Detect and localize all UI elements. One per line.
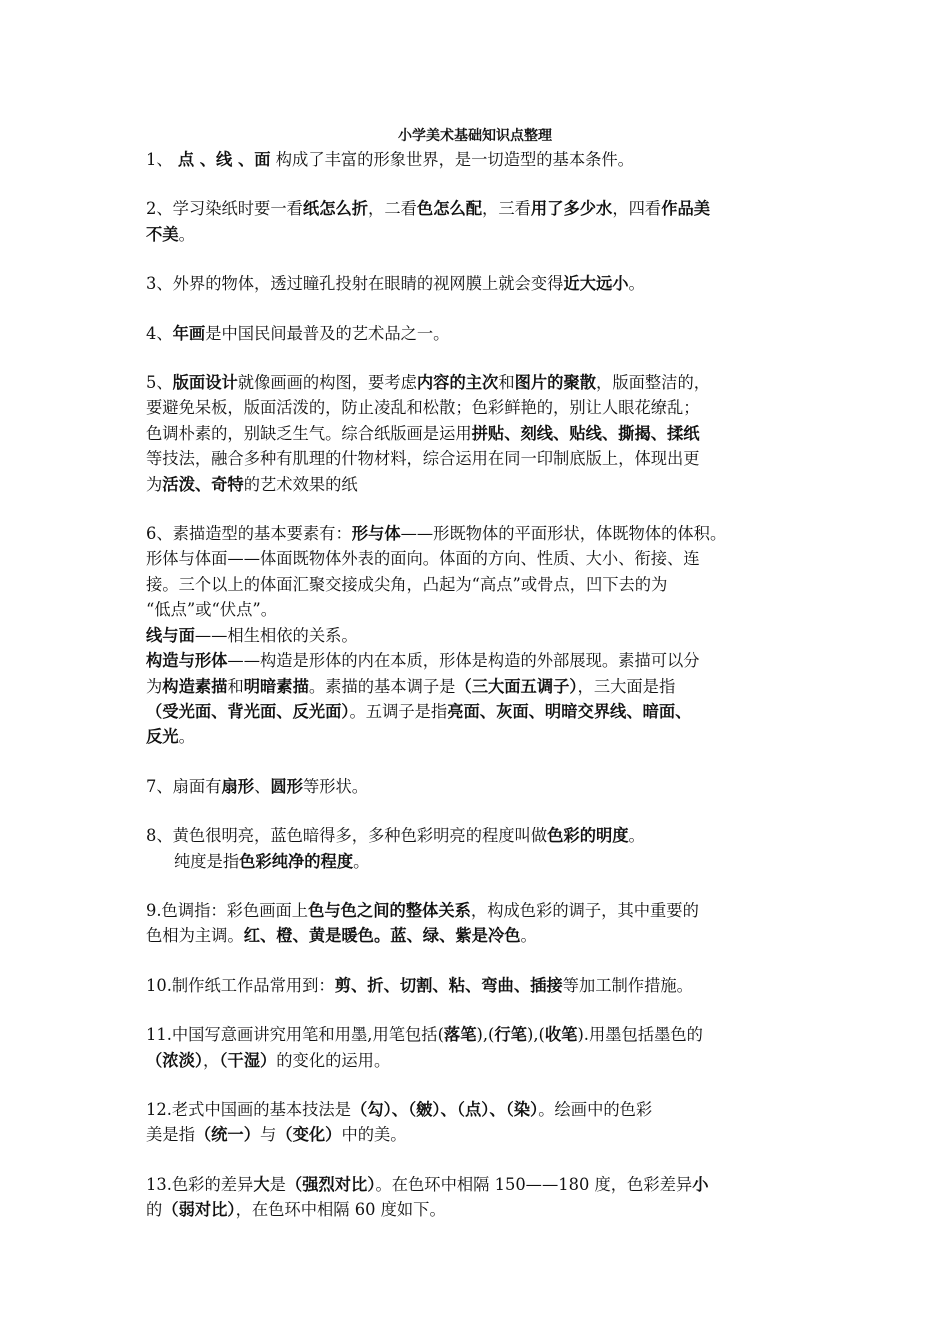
bold-text: 构造与形体	[146, 651, 228, 671]
document-title: 小学美术基础知识点整理	[398, 128, 552, 144]
bold-text: （强烈对比）	[285, 1174, 376, 1194]
bold-text: 扇形	[221, 776, 255, 796]
bold-text: 活泼、奇特	[162, 474, 244, 494]
text-run: 等技法，融合多种有肌理的什物材料，综合运用在同一印制底版上，体现出更	[146, 449, 700, 469]
text-line	[146, 674, 814, 699]
paragraph-5	[146, 370, 814, 497]
text-run: 为	[146, 676, 163, 696]
text-run: 13.色彩的差异	[146, 1174, 254, 1194]
paragraph-12	[146, 1097, 814, 1148]
paragraph-8	[146, 823, 814, 874]
text-line	[146, 1022, 814, 1047]
bold-text: 小	[692, 1174, 709, 1194]
text-line	[146, 1097, 814, 1122]
text-run: 11.中国写意画讲究用笔和用墨,用笔包括(	[146, 1025, 444, 1045]
text-line	[146, 370, 814, 395]
text-run: ，在色环中相隔 60 度如下。	[235, 1200, 446, 1220]
bold-text: 拼贴、刻线、贴线、撕揭、揉纸	[471, 423, 700, 443]
text-run: 和	[498, 373, 515, 393]
bold-text: 形与体	[351, 524, 401, 544]
paragraph-11	[146, 1022, 814, 1073]
text-run: ),(	[526, 1025, 545, 1045]
text-run: 。	[520, 926, 537, 946]
text-run: 。	[178, 224, 195, 244]
text-run: 和	[227, 676, 244, 696]
text-run: 。绘画中的色彩	[538, 1099, 653, 1119]
text-run: ，三大面是指	[577, 676, 676, 696]
text-run: ，版面整洁的，	[596, 373, 711, 393]
text-line	[146, 648, 814, 673]
text-line	[146, 623, 814, 648]
text-run: 10.制作纸工作品常用到：	[146, 975, 335, 995]
text-run: 2、学习染纸时要一看	[146, 199, 303, 219]
paragraph-3	[146, 271, 814, 296]
text-line	[146, 546, 814, 571]
text-run: ——形既物体的平面形状，体既物体的体积。	[400, 524, 727, 544]
bold-text: 线与面	[146, 625, 195, 645]
text-run: 中的美。	[341, 1125, 407, 1145]
text-run: ).用墨包括墨色的	[577, 1025, 703, 1045]
text-line	[146, 395, 814, 420]
text-line	[146, 271, 814, 296]
text-line	[146, 1172, 814, 1197]
text-run: 。在色环中相隔 150——180 度，色彩差异	[375, 1174, 693, 1194]
text-run: 3、外界的物体，透过瞳孔投射在眼睛的视网膜上就会变得	[146, 274, 564, 294]
text-run: 4、	[146, 323, 173, 343]
text-run: 色调朴素的，别缺乏生气。综合纸版画是运用	[146, 423, 472, 443]
text-line	[146, 222, 814, 247]
bold-text: 红、橙、黄是暖色。蓝、绿、紫是冷色	[243, 926, 521, 946]
text-run: ，二看	[368, 199, 417, 219]
bold-text: 色彩纯净的程度	[239, 851, 354, 871]
text-run: 的	[146, 1200, 163, 1220]
text-run: 是中国民间最普及的艺术品之一。	[205, 323, 450, 343]
bold-text: 色彩的明度	[547, 826, 629, 846]
bold-text: 内容的主次	[416, 373, 499, 393]
text-run: ，三看	[482, 199, 531, 219]
bold-text: 反光	[146, 727, 179, 747]
text-line	[146, 196, 814, 221]
text-run: 形体与体面——体面既物体外表的面向。体面的方向、性质、大小、衔接、连	[146, 549, 700, 569]
text-line	[146, 973, 814, 998]
text-line	[146, 472, 814, 497]
bold-text: 构造素描	[162, 676, 228, 696]
text-run: 的变化的运用。	[276, 1050, 391, 1070]
paragraph-1	[146, 147, 814, 172]
text-run: ——构造是形体的内在本质，形体是构造的外部展现。素描可以分	[227, 651, 700, 671]
bold-text: （弱对比）	[162, 1200, 236, 1220]
bold-text: （变化）	[276, 1125, 342, 1145]
bold-text: （三大面五调子）	[455, 676, 578, 696]
text-line	[146, 898, 814, 923]
text-line	[146, 446, 814, 471]
text-line	[146, 849, 814, 874]
text-run: 接。三个以上的体面汇聚交接成尖角，凸起为“高点”或骨点，凹下去的为	[146, 574, 668, 594]
text-run: 为	[146, 474, 163, 494]
bold-text: 明暗素描	[243, 676, 309, 696]
paragraph-13	[146, 1172, 814, 1223]
text-run: 等形状。	[302, 776, 369, 796]
text-run: 。	[178, 727, 195, 747]
paragraph-10	[146, 973, 814, 998]
text-line	[146, 774, 814, 799]
text-run: 。素描的基本调子是	[308, 676, 456, 696]
text-run: 等加工制作措施。	[562, 975, 693, 995]
bold-text: 纸怎么折	[302, 199, 369, 219]
text-line	[146, 923, 814, 948]
paragraph-2	[146, 196, 814, 247]
text-line	[146, 572, 814, 597]
text-run: 。五调子是指	[349, 701, 448, 721]
text-run: ——相生相依的关系。	[194, 625, 358, 645]
text-run: 是	[269, 1174, 286, 1194]
text-line	[146, 147, 814, 172]
bold-text: （统一）	[194, 1125, 260, 1145]
bold-text: 圆形	[270, 776, 303, 796]
text-run: ，四看	[612, 199, 662, 219]
bold-text: （干湿）	[219, 1050, 277, 1070]
text-line	[146, 699, 814, 724]
paragraph-7	[146, 774, 814, 799]
text-line	[146, 1197, 814, 1222]
text-run: 12.老式中国画的基本技法是	[146, 1099, 351, 1119]
text-run: 1、	[146, 150, 178, 169]
text-line	[146, 521, 814, 546]
text-run: 。	[628, 274, 645, 294]
text-run: 纯度是指	[174, 851, 240, 871]
document-body	[146, 147, 814, 1247]
text-run: 要避免呆板，版面活泼的，防止凌乱和松散；色彩鲜艳的，别让人眼花缭乱；	[146, 398, 700, 418]
text-run: 美是指	[146, 1125, 195, 1145]
bold-text: 落笔	[443, 1025, 477, 1045]
text-run: 色相为主调。	[146, 926, 244, 946]
text-run: 就像画画的构图，要考虑	[237, 373, 417, 393]
text-run: 构成了丰富的形象世界，是一切造型的基本条件。	[270, 150, 634, 169]
text-run: 、	[254, 776, 271, 796]
bold-text: 大	[253, 1174, 270, 1194]
bold-text: 图片的聚散	[514, 373, 597, 393]
text-run: 9.色调指：彩色画面上	[146, 900, 309, 920]
bold-text: 不美	[146, 224, 179, 244]
bold-text: 行笔	[494, 1025, 527, 1045]
text-run: 。	[353, 851, 370, 871]
text-line	[146, 1122, 814, 1147]
bold-text: （受光面、背光面、反光面）	[146, 701, 350, 721]
bold-text: 色怎么配	[416, 199, 483, 219]
text-run: 的艺术效果的纸	[243, 474, 358, 494]
bold-text: 剪、折、切割、粘、弯曲、插接	[334, 975, 563, 995]
text-line	[146, 597, 814, 622]
bold-text: 亮面、灰面、明暗交界线、暗面、	[447, 701, 692, 721]
bold-text: 年画	[172, 323, 206, 343]
paragraph-6	[146, 521, 814, 750]
paragraph-9	[146, 898, 814, 949]
bold-text: 收笔	[544, 1025, 578, 1045]
text-line	[146, 421, 814, 446]
bold-text: 版面设计	[172, 373, 238, 393]
text-run: “低点”或“伏点”。	[146, 600, 277, 620]
text-line	[146, 724, 814, 749]
bold-text: 色与色之间的整体关系	[308, 900, 471, 920]
text-run: 7、扇面有	[146, 776, 222, 796]
text-line	[146, 1048, 814, 1073]
text-run: ),(	[476, 1025, 495, 1045]
text-line	[146, 321, 814, 346]
bold-text: （浓淡）	[146, 1050, 203, 1070]
text-run: 。	[628, 826, 645, 846]
bold-text: 作品美	[661, 199, 711, 219]
paragraph-4	[146, 321, 814, 346]
bold-text: 近大远小	[563, 274, 629, 294]
bold-text: 用了多少水	[530, 199, 613, 219]
text-run: ，	[202, 1050, 220, 1070]
bold-text: 点 、线 、面	[177, 150, 271, 169]
text-run: ，构成色彩的调子，其中重要的	[470, 900, 699, 920]
text-run: 与	[260, 1125, 277, 1145]
text-line	[146, 823, 814, 848]
text-run: 5、	[146, 373, 173, 393]
text-run: 6、素描造型的基本要素有：	[146, 524, 352, 544]
bold-text: （勾）、（皴）、（点）、（染）	[351, 1099, 539, 1119]
text-run: 8、黄色很明亮，蓝色暗得多，多种色彩明亮的程度叫做	[146, 826, 548, 846]
